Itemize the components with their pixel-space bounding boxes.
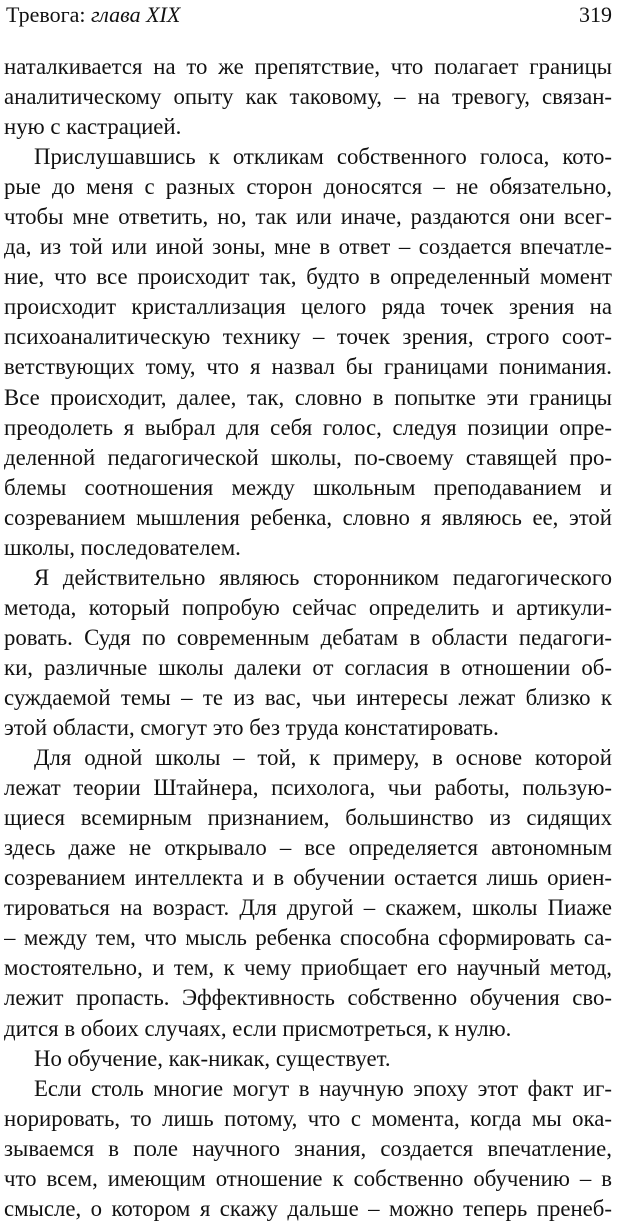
text-line: этой области, смогут это без труда констатировать. xyxy=(4,715,499,741)
body-text xyxy=(4,52,612,1224)
text-line: что всем, имеющим отношение к собственно обучению – в xyxy=(4,1165,612,1191)
text-line: наталкивается на то же препятствие, что полагает границы xyxy=(4,54,612,79)
text-line: суждаемой темы – те из вас, чьи интересы лежат близко к xyxy=(4,684,612,710)
text-line: лежит пропасть. Эффективность собственно обучения сво- xyxy=(4,985,612,1011)
text-line: ную с кастрацией. xyxy=(4,114,182,140)
text-line: да, из той или иной зоны, мне в ответ – создается впечатле- xyxy=(4,234,612,260)
text-line: школы, последователем. xyxy=(4,534,241,560)
text-line: смысле, о котором я скажу дальше – можно теперь пренеб- xyxy=(4,1195,612,1221)
text-line: дится в обоих случаях, если присмотреться, к нулю. xyxy=(4,1015,512,1041)
running-head-book-title: Тревога: xyxy=(6,2,86,27)
text-line: Но обучение, как-никак, существует. xyxy=(34,1045,391,1071)
text-line: психоаналитическую технику – точек зрения, строго соот- xyxy=(4,324,612,350)
running-head-title xyxy=(6,0,180,30)
text-line: происходит кристаллизация целого ряда точек зрения на xyxy=(4,294,612,320)
text-line: блемы соотношения между школьным преподаванием и xyxy=(4,474,612,500)
page-number: 319 xyxy=(579,2,612,27)
text-line: ровать. Судя по современным дебатам в области педагоги- xyxy=(4,624,612,650)
text-line: здесь даже не открывало – все определяется автономным xyxy=(4,835,612,861)
text-line: метода, который попробую сейчас определить и артикули- xyxy=(4,594,612,620)
text-line: созреванием интеллекта и в обучении остается лишь ориен- xyxy=(4,865,612,891)
text-line: зываемся в поле научного знания, создается впечатление, xyxy=(4,1135,612,1161)
text-line: лежат теории Штайнера, психолога, чьи работы, пользую- xyxy=(4,775,612,801)
text-line: Прислушавшись к откликам собственного голоса, кото- xyxy=(34,144,612,170)
text-line: тироваться на возраст. Для другой – скажем, школы Пиаже xyxy=(4,895,612,921)
text-line: – между тем, что мысль ребенка способна сформировать са- xyxy=(4,925,612,951)
text-line: норировать, то лишь потому, что с момента, когда мы ока- xyxy=(4,1105,612,1131)
text-line: Если столь многие могут в научную эпоху этот факт иг- xyxy=(34,1075,612,1101)
text-line: мостоятельно, и тем, к чему приобщает его научный метод, xyxy=(4,955,612,981)
running-head-chapter: глава XIX xyxy=(91,2,181,27)
text-line: аналитическому опыту как таковому, – на тревогу, связан- xyxy=(4,84,612,110)
text-line: Все происходит, далее, так, словно в попытке эти границы xyxy=(4,384,612,410)
text-line: чтобы мне ответить, но, так или иначе, раздаются они всег- xyxy=(4,204,612,230)
text-line: деленной педагогической школы, по-своему ставящей про- xyxy=(4,444,612,470)
running-head xyxy=(6,0,612,34)
text-line: преодолеть я выбрал для себя голос, следуя позиции опре- xyxy=(4,414,612,440)
text-line: щиеся всемирным признанием, большинство из сидящих xyxy=(4,805,612,831)
text-line: ветствующих тому, что я назвал бы границами понимания. xyxy=(4,354,612,380)
text-line: ки, различные школы далеки от согласия в отношении об- xyxy=(4,654,612,680)
text-line: Для одной школы – той, к примеру, в основе которой xyxy=(34,745,612,771)
text-line: ние, что все происходит так, будто в определенный момент xyxy=(4,264,612,290)
text-line: созреванием мышления ребенка, словно я являюсь ее, этой xyxy=(4,504,612,530)
text-line: Я действительно являюсь сторонником педагогического xyxy=(34,564,612,590)
text-line: рые до меня с разных сторон доносятся – не обязательно, xyxy=(4,174,612,200)
